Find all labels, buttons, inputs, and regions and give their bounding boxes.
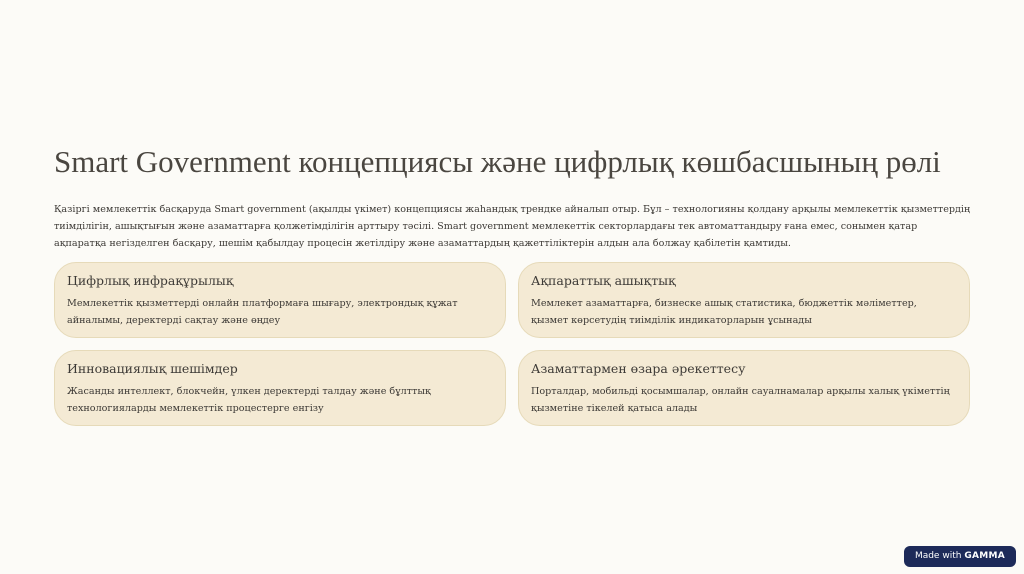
badge-prefix: Made with xyxy=(914,551,962,561)
card-digital-infrastructure xyxy=(54,262,506,338)
card-information-transparency xyxy=(518,262,970,338)
card-innovative-solutions xyxy=(54,350,506,426)
card-citizen-interaction xyxy=(518,350,970,426)
card-title: Инновациялық шешімдер xyxy=(67,361,238,376)
made-with-gamma-badge[interactable] xyxy=(904,546,1016,567)
card-text: Мемлекеттік қызметтерді онлайн платформаға шығару, электрондық құжат айналымы, деректерді сақтау және өңдеу xyxy=(67,298,458,326)
card-title: Азаматтармен өзара әрекеттесу xyxy=(531,361,746,376)
card-title: Цифрлық инфрақұрылық xyxy=(67,273,234,288)
card-text: Мемлекет азаматтарға, бизнеске ашық статистика, бюджеттік мәліметтер, қызмет көрсетудің тиімділік индикаторларын ұсынады xyxy=(531,298,917,326)
card-text: Жасанды интеллект, блокчейн, үлкен деректерді талдау және бұлттық технологияларды мемлекеттік процестерге енгізу xyxy=(67,386,431,414)
slide-title: Smart Government концепциясы және цифрлық көшбасшының рөлі xyxy=(54,144,941,179)
card-title: Ақпараттық ашықтық xyxy=(531,273,676,288)
card-text: Порталдар, мобильді қосымшалар, онлайн сауалнамалар арқылы халық үкіметтің қызметіне тікелей қатыса алады xyxy=(531,386,950,414)
gamma-logo: GAMMA xyxy=(964,551,1006,561)
intro-paragraph: Қазіргі мемлекеттік басқаруда Smart government (ақылды үкімет) концепциясы жаһандық трендке айналып отыр. Бұл – технологияны қолдану арқылы мемлекеттік қызметтердің тиімділігін, ашықтығын және азаматтарға қолжетімділігін арттыру тәсілі. Smart government мемлекеттік секторлардағы тек автоматтандыру ғана емес, сонымен қатар ақпаратқа негізделген басқару, шешім қабылдау процесін жетілдіру және азаматтардың қажеттіліктерін алдын ала болжау қабілетін қамтиды. xyxy=(54,204,971,249)
